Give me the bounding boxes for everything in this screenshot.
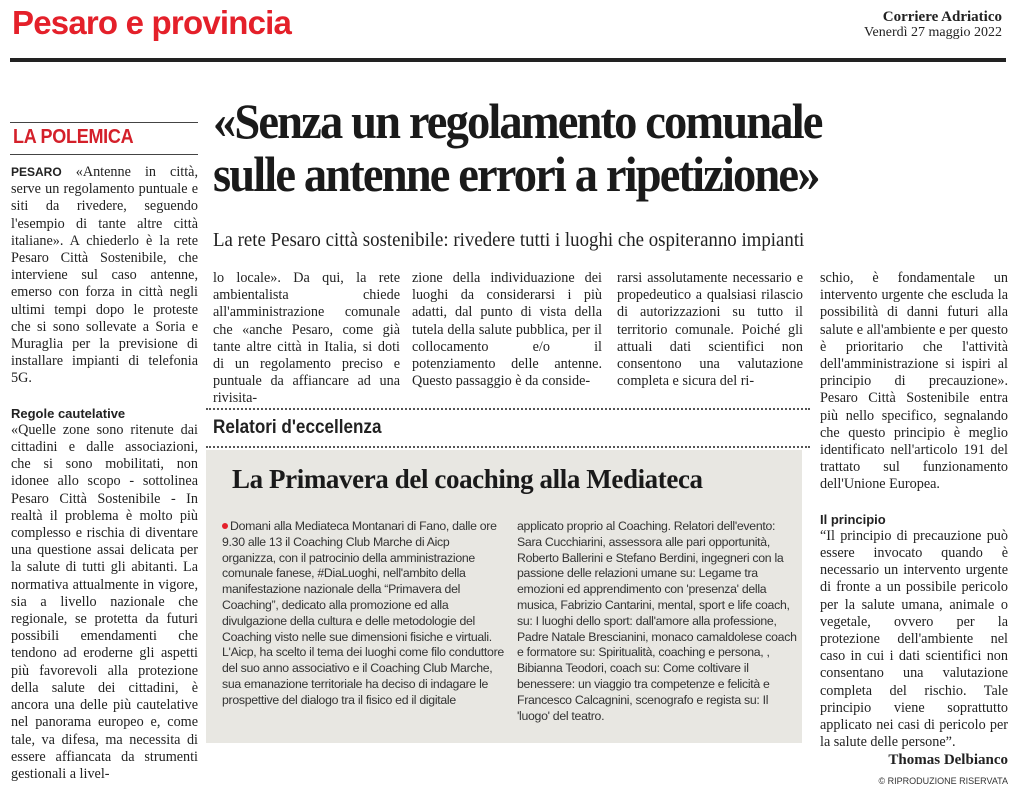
dotted-divider: [206, 408, 810, 410]
section-title: Pesaro e provincia: [12, 4, 292, 41]
article-column-3: [412, 270, 602, 390]
deck: La rete Pesaro città sostenibile: rivedere tutti i luoghi che ospiteranno impianti: [213, 229, 805, 251]
paragraph: [222, 519, 505, 709]
paragraph: “Il principio di precauzione può essere invocato quando è necessario un intervento urgente di fronte a un possibile pericolo per la salute umana, animale o vegetale, ovvero per la protezione dell'ambiente nel caso in cui i dati scientifici non consentano una valutazione completa del rischio. Tale principio viene soprattutto applicato nei casi di pericolo per la salute delle persone”.: [820, 527, 1008, 751]
copyright-notice: © RIPRODUZIONE RISERVATA: [878, 775, 1008, 786]
paragraph: [11, 164, 198, 388]
dateline: PESARO: [11, 165, 62, 179]
headline: [213, 95, 957, 201]
headline-line-2: sulle antenne errori a ripetizione»: [213, 146, 819, 202]
box-title: La Primavera del coaching alla Mediateca: [232, 464, 703, 494]
article-column-4: [617, 270, 803, 390]
subhead: Il principio: [820, 511, 886, 527]
subhead: Regole cautelative: [11, 405, 126, 421]
paragraph: zione della individuazione dei luoghi da considerarsi i più adatti, dal punto di vista della tutela della salute pubblica, per il collocamento e/o il potenziamento delle antenne. Questo passaggio è da conside-: [412, 270, 602, 390]
masthead: [864, 9, 1002, 41]
bullet-icon: [222, 523, 228, 529]
article-column-2: [213, 270, 400, 408]
issue-date: Venerdì 27 maggio 2022: [863, 25, 1002, 40]
headline-line-1: «Senza un regolamento comunale: [213, 93, 822, 149]
box-column-2: [517, 519, 797, 724]
author-signature: Thomas Delbianco: [888, 752, 1008, 769]
top-rule: [10, 58, 1006, 62]
kicker-rule-top: [10, 122, 198, 123]
paragraph: schio, è fondamentale un intervento urgente che escluda la possibilità di danni futuri alla salute e all'ambiente e per questo è prioritario che l'attività dell'amministrazione si ispiri al principio di precauzione». Pesaro Città Sostenibile entra più nello specifico, segnalando che questo principio è meglio identificato nell'articolo 191 del trattato sul funzionamento dell'Unione Europea.: [820, 270, 1008, 493]
kicker: LA POLEMICA: [13, 126, 134, 148]
dotted-divider: [206, 446, 810, 448]
box-label: Relatori d'eccellenza: [213, 417, 382, 438]
paragraph: applicato proprio al Coaching. Relatori dell'evento: Sara Cucchiarini, assessora alle pari opportunità, Roberto Ballerini e Stefano Berdini, ingegneri con la passione delle relazioni umane su: Legame tra emozioni ed apprendimento con 'presenza' della musica, Fabrizio Cantarini, mental, sport e life coach, su: I luoghi dello sport: dall'amore alla professione, Padre Natale Brescianini, monaco camaldolese coach e formatore su: Spiritualità, coaching e persona, , Bibianna Teodori, coach su: Come coltivare il benessere: un viaggio tra competenze e felicità e Francesco Calcagnini, scenografo e regista su: Il 'luogo' del teatro.: [517, 519, 797, 723]
paragraph: «Quelle zone sono ritenute dai cittadini e dalle associazioni, che si sono mobilitati, non idonee allo scopo - sottolinea Pesaro Città Sostenibile - In realtà il problema è molto più complesso e rischia di diventare una questione assai delicata per la salute di tutti gli abitanti. La normativa attualmente in vigore, sia a livello nazionale che regionale, se protetta da futuri possibili emendamenti che tendono ad eroderne gli aspetti più favorevoli alla protezione della salute dei cittadini, è ancora una delle più cautelative nel panorama europeo e, come tale, va difesa, ma necessita di essere affiancata da strumenti gestionali a livel-: [11, 421, 198, 782]
paragraph: lo locale». Da qui, la rete ambientalista chiede all'amministrazione comunale che «anche Pesaro, come già tante altre città in Italia, si doti di un regolamento preciso e puntuale da affiancare ad una rivisita-: [213, 270, 400, 407]
paragraph-text: «Antenne in città, serve un regolamento puntuale e siti da rivedere, seguendo l'esempio di tante altre città italiane». A chiederlo è la rete Pesaro Città Sostenibile, che interviene sul caso antenne, emerso con forza in città negli ultimi tempi dopo le proteste che si sono sollevate a Soria e Muraglia per la previsione di installare impianti di telefonia 5G.: [11, 164, 198, 387]
box-column-1: [222, 519, 505, 709]
newspaper-name: Corriere Adriatico: [882, 9, 1002, 25]
kicker-rule-bottom: [10, 154, 198, 155]
article-column-5: [820, 270, 1008, 790]
paragraph-text: Domani alla Mediateca Montanari di Fano, dalle ore 9.30 alle 13 il Coaching Club Marche di Aicp organizza, con il patrocinio della amministrazione comunale fanese, #DiaLuoghi, nell'ambito della manifestazione nazionale della “Primavera del Coaching”, dedicato alla promozione ed alla divulgazione della cultura e delle metodologie del Coaching visto nelle sue dimensioni fisiche e virtuali. L'Aicp, ha scelto il tema dei luoghi come filo conduttore del suo anno associativo e il Coaching Club Marche, sua emanazione territoriale ha deciso di indagare le prospettive del dialogo tra il fisico ed il digitale: [222, 519, 504, 707]
article-column-1: [11, 164, 198, 783]
paragraph: rarsi assolutamente necessario e propedeutico a qualsiasi rilascio di autorizzazioni su tutto il territorio comunale. Poiché gli attuali dati scientifici non consentono una valutazione completa e sicura del ri-: [617, 270, 803, 390]
